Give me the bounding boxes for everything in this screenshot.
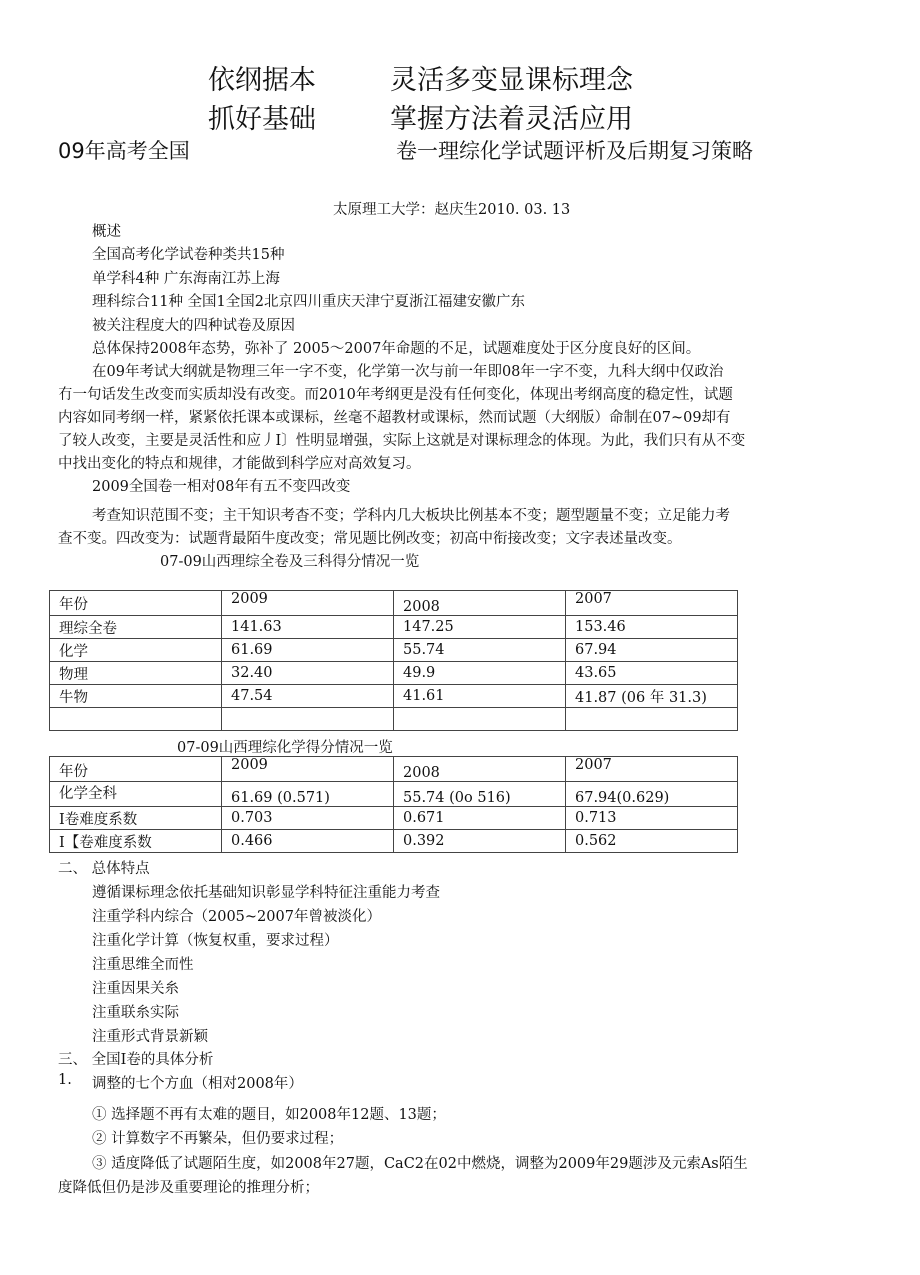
table-cell: 141.63 (222, 616, 394, 639)
paragraph-line: 了较人改变，主要是灵活性和应丿I〕性明显增强，实际上这就是对课标理念的体现。为此，我们只有从不变 (58, 433, 746, 449)
table-cell: 67.94(0.629) (566, 782, 738, 807)
table-row (50, 616, 738, 639)
table-cell: 化学 (50, 639, 222, 662)
table-row (50, 782, 738, 807)
table-cell: 153.46 (566, 616, 738, 639)
list-item: 注重形式背景新颖 (92, 1029, 208, 1045)
table-cell: 147.25 (394, 616, 566, 639)
table-cell: 32.40 (222, 662, 394, 685)
title-line2-left: 抓好基础 (208, 104, 316, 135)
list-item: 注重化学计算（恢复权重，要求过程） (92, 933, 339, 949)
table-cell: I卷难度系数 (50, 807, 222, 830)
table-row (50, 830, 738, 853)
table-cell (394, 708, 566, 731)
table-cell: 0.562 (566, 830, 738, 853)
table-cell: 2008 (394, 591, 566, 616)
score-table-chemistry (49, 756, 738, 853)
table-cell: 2007 (566, 591, 738, 616)
table-cell: 47.54 (222, 685, 394, 708)
table-cell: 物理 (50, 662, 222, 685)
table1-caption: 07-09山西理综全卷及三科得分情况一览 (160, 554, 420, 570)
table-cell: 49.9 (394, 662, 566, 685)
table-cell: 2009 (222, 757, 394, 782)
table-header-row (50, 757, 738, 782)
list-item: 注重思维全而性 (92, 957, 194, 973)
table-cell: 牛物 (50, 685, 222, 708)
title-line1-right: 灵活多变显课标理念 (390, 65, 633, 96)
table-cell (566, 708, 738, 731)
table-cell (222, 708, 394, 731)
table-cell: 67.94 (566, 639, 738, 662)
paragraph-line: 查不变。四改变为：试题背最陌牛度改变；常见题比例改变；初高中衔接改变；文字表述量改变。 (58, 531, 682, 547)
table-cell: 61.69 (222, 639, 394, 662)
list-item: ② 计算数字不再繁朵，但仍要求过程； (92, 1131, 344, 1147)
table-row (50, 807, 738, 830)
table-cell: 61.69 (0.571) (222, 782, 394, 807)
list-item: 注重学科内综合（2005~2007年曾被淡化） (92, 909, 381, 925)
list-item: 注重联糸实际 (92, 1005, 179, 1021)
list-item: 注重因果关糸 (92, 981, 179, 997)
table-cell: 0.671 (394, 807, 566, 830)
five-two-heading: 2009全国卷一相对08年有五不变四改变 (92, 479, 351, 495)
subsection-title: 调整的七个方血（相对2008年） (92, 1076, 303, 1092)
author-line: 太原理工大学：赵庆生2010. 03. 13 (333, 202, 571, 218)
overview-line: 全国高考化学试卷种类共15种 (92, 247, 285, 263)
table-cell: 2007 (566, 757, 738, 782)
table-cell: 化学全科 (50, 782, 222, 807)
table-row (50, 685, 738, 708)
table-cell: 年份 (50, 591, 222, 616)
paragraph-line: 冇一句话发生改变而实质却没有改变。而2010年考纲更是没有任何变化，体现出考纲高度的稳定性，试题 (58, 387, 733, 403)
table-cell: 0.713 (566, 807, 738, 830)
score-table-overall (49, 590, 738, 731)
table-row (50, 639, 738, 662)
paragraph-line: 在09年考试大纲就是物理三年一字不变，化学第一次与前一年即08年一字不变，九科大纲中仅政治 (92, 364, 724, 380)
table-cell: 43.65 (566, 662, 738, 685)
table-cell: I【卷难度系数 (50, 830, 222, 853)
table-cell: 55.74 (0o 516) (394, 782, 566, 807)
list-item: ① 选择题不再有太难的题目，如2008年12题、13题； (92, 1107, 446, 1123)
subsection-number: 1. (58, 1072, 72, 1088)
table-cell: 0.466 (222, 830, 394, 853)
paragraph-line: 内容如同考纲一样，紧紧依托课本或课标，丝毫不超教材或课标，然而试题（大纲版）命制在07~09却有 (58, 410, 731, 426)
overview-line: 总体保持2008年态势，弥补了 2005～2007年命题的不足，试题难度处于区分度良好的区间。 (92, 341, 701, 357)
table-header-row (50, 591, 738, 616)
title-line2-right: 掌握方法着灵活应用 (390, 104, 633, 135)
paragraph-line: 考查知识范围不变；主干知识考杳不变；学科内几大板块比例基本不变；题型题量不变；立足能力考 (92, 508, 730, 524)
table-cell: 41.61 (394, 685, 566, 708)
overview-line: 理科综合11种 全国1全国2北京四川重庆天津宁夏浙江福建安徽广东 (92, 294, 526, 310)
list-item-continuation: 度降低但仍是涉及重要理论的推理分析； (58, 1180, 319, 1196)
section3-heading: 三、 全国I卷的具体分析 (58, 1052, 214, 1068)
table-cell (50, 708, 222, 731)
table-cell: 55.74 (394, 639, 566, 662)
table-cell: 2008 (394, 757, 566, 782)
table-cell: 理综全卷 (50, 616, 222, 639)
section2-heading: 二、 总体特点 (58, 861, 150, 877)
table-row (50, 662, 738, 685)
table-cell: 0.703 (222, 807, 394, 830)
table-cell: 0.392 (394, 830, 566, 853)
title-line3-left: 09年高考全国 (58, 139, 190, 163)
table-row (50, 708, 738, 731)
overview-line: 被关注程度大的四种试卷及原因 (92, 318, 295, 334)
table2-caption: 07-09山西理综化学得分情况一览 (177, 740, 393, 756)
title-line1-left: 依纲据本 (208, 65, 316, 96)
list-item: ③ 适度降低了试题陌生度，如2008年27题，CaC2在02中燃烧，调整为2009年29题涉及元索As陌生 (92, 1156, 748, 1172)
title-line3-right: 卷一理综化学试题评析及后期复习策略 (396, 139, 753, 163)
overview-heading: 概述 (92, 224, 121, 240)
list-item: 遵循课标理念依托基础知识彰显学科特征注重能力考查 (92, 885, 440, 901)
table-cell: 41.87 (06 年 31.3) (566, 685, 738, 708)
paragraph-line: 中找出变化的特点和规律，才能做到科学应对高效复习。 (58, 456, 421, 472)
table-cell: 年份 (50, 757, 222, 782)
overview-line: 单学科4种 广东海南江苏上海 (92, 271, 280, 287)
table-cell: 2009 (222, 591, 394, 616)
